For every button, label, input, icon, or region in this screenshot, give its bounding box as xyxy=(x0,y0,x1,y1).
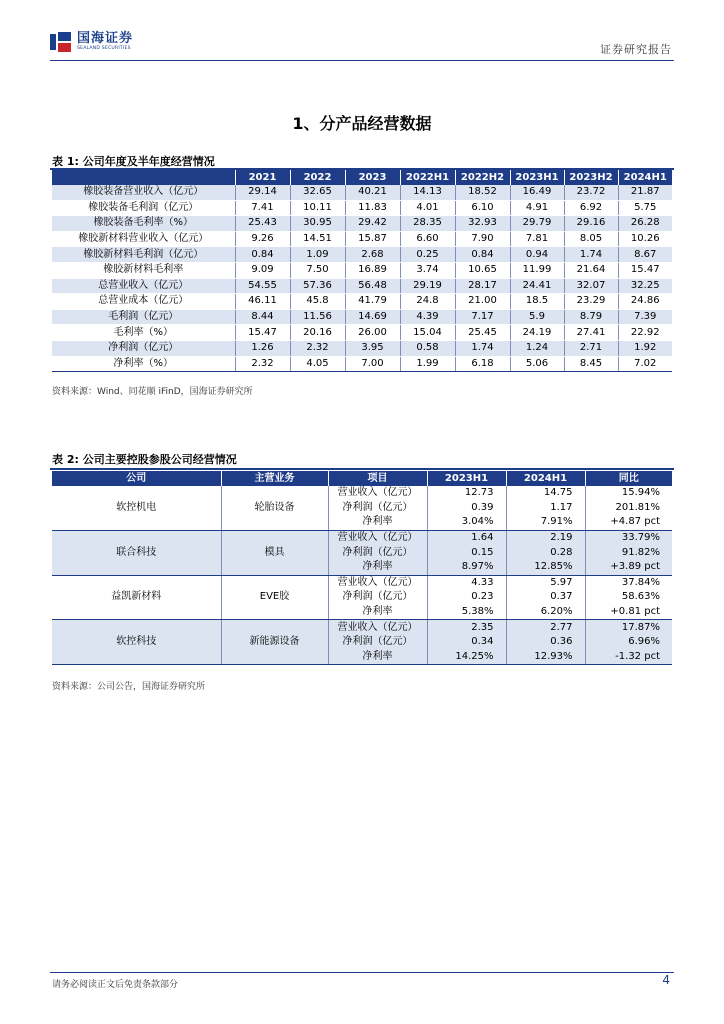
logo-mark-icon xyxy=(50,32,72,52)
table-cell: 0.15 xyxy=(427,545,506,560)
table-cell: 6.96% xyxy=(585,635,672,650)
table-cell: 25.45 xyxy=(455,325,510,341)
table-cell: 7.02 xyxy=(618,356,672,372)
table-cell: 12.73 xyxy=(427,486,506,501)
table-row xyxy=(52,216,672,232)
table1-header-cell: 2023 xyxy=(345,170,400,185)
table-cell: 6.18 xyxy=(455,356,510,372)
table-cell: 15.94% xyxy=(585,486,672,501)
table-cell: 22.92 xyxy=(618,325,672,341)
table-cell: 0.34 xyxy=(427,635,506,650)
table-cell: 1.64 xyxy=(427,530,506,545)
table-cell: 9.26 xyxy=(235,231,290,247)
table-row xyxy=(52,356,672,372)
logo-name-en: SEALAND SECURITIES xyxy=(77,46,131,52)
table-cell: 5.97 xyxy=(506,575,585,590)
table-cell: 8.45 xyxy=(564,356,618,372)
table-cell: 24.86 xyxy=(618,294,672,310)
table-cell: 0.37 xyxy=(506,590,585,605)
table-row xyxy=(52,309,672,325)
table-cell: 0.23 xyxy=(427,590,506,605)
table-cell: 8.67 xyxy=(618,247,672,263)
row-label: 毛利率（%） xyxy=(52,325,235,341)
item-cell: 净利润（亿元） xyxy=(328,590,427,605)
business-cell: 模具 xyxy=(221,530,328,575)
table-cell: 2.77 xyxy=(506,620,585,635)
table-cell: 1.26 xyxy=(235,340,290,356)
table-cell: 32.65 xyxy=(290,185,345,200)
table-row xyxy=(52,200,672,216)
table-cell: 10.11 xyxy=(290,200,345,216)
table-cell: 0.84 xyxy=(455,247,510,263)
table2-source: 资料来源：公司公告，国海证券研究所 xyxy=(52,682,206,692)
table-cell: 16.49 xyxy=(510,185,564,200)
table-cell: 2.68 xyxy=(345,247,400,263)
table-cell: 8.05 xyxy=(564,231,618,247)
table-cell: 0.58 xyxy=(400,340,455,356)
table-cell: 7.81 xyxy=(510,231,564,247)
table1-header-cell: 2022H2 xyxy=(455,170,510,185)
table-cell: 5.9 xyxy=(510,309,564,325)
table2-caption: 表 2: 公司主要控股参股公司经营情况 xyxy=(52,453,237,466)
table-cell: 15.47 xyxy=(235,325,290,341)
logo-name-cn: 国海证券 xyxy=(77,31,134,47)
business-cell: 新能源设备 xyxy=(221,620,328,665)
table1-header-cell: 2021 xyxy=(235,170,290,185)
item-cell: 净利润（亿元） xyxy=(328,501,427,516)
table2-header-row xyxy=(52,471,672,486)
item-cell: 净利率 xyxy=(328,560,427,575)
table-cell: 4.33 xyxy=(427,575,506,590)
table-cell: 7.39 xyxy=(618,309,672,325)
table1-source: 资料来源：Wind、同花顺 iFinD，国海证券研究所 xyxy=(52,387,253,397)
table-cell: 23.72 xyxy=(564,185,618,200)
table-cell: 24.8 xyxy=(400,294,455,310)
table-cell: 7.90 xyxy=(455,231,510,247)
table-cell: 11.83 xyxy=(345,200,400,216)
table-cell: 15.47 xyxy=(618,262,672,278)
table-cell: 14.69 xyxy=(345,309,400,325)
company-cell: 联合科技 xyxy=(52,530,221,575)
section-title: 1、分产品经营数据 xyxy=(292,114,432,133)
table-row xyxy=(52,262,672,278)
item-cell: 营业收入（亿元） xyxy=(328,530,427,545)
row-label: 橡胶新材料毛利润（亿元） xyxy=(52,247,235,263)
table1-header-cell: 2023H2 xyxy=(564,170,618,185)
footer-disclaimer: 请务必阅读正文后免责条款部分 xyxy=(52,980,179,990)
table-cell: 2.32 xyxy=(290,340,345,356)
table-cell: 24.41 xyxy=(510,278,564,294)
table-cell: 58.63% xyxy=(585,590,672,605)
page-number: 4 xyxy=(662,973,670,987)
table-cell: 0.36 xyxy=(506,635,585,650)
row-label: 净利率（%） xyxy=(52,356,235,372)
table2-top-rule xyxy=(50,468,674,470)
table-cell: 11.56 xyxy=(290,309,345,325)
table-cell: 0.94 xyxy=(510,247,564,263)
table-cell: 4.01 xyxy=(400,200,455,216)
table-cell: 29.79 xyxy=(510,216,564,232)
table1-header-cell xyxy=(52,170,235,185)
table-cell: 9.09 xyxy=(235,262,290,278)
table-cell: 28.35 xyxy=(400,216,455,232)
footer-divider xyxy=(50,972,674,973)
table-cell: 201.81% xyxy=(585,501,672,516)
item-cell: 营业收入（亿元） xyxy=(328,620,427,635)
table-cell: 5.38% xyxy=(427,605,506,620)
table-cell: 11.99 xyxy=(510,262,564,278)
table-row xyxy=(52,278,672,294)
table1 xyxy=(52,170,672,372)
table-cell: 29.14 xyxy=(235,185,290,200)
table-row xyxy=(52,325,672,341)
row-label: 橡胶新材料毛利率 xyxy=(52,262,235,278)
row-label: 净利润（亿元） xyxy=(52,340,235,356)
table-cell: 12.93% xyxy=(506,650,585,665)
table-cell: 24.19 xyxy=(510,325,564,341)
table-cell: 21.00 xyxy=(455,294,510,310)
item-cell: 净利率 xyxy=(328,515,427,530)
table-cell: 5.06 xyxy=(510,356,564,372)
table-cell: 21.64 xyxy=(564,262,618,278)
table-row xyxy=(52,620,672,635)
table-cell: 18.5 xyxy=(510,294,564,310)
table-cell: 20.16 xyxy=(290,325,345,341)
table-cell: 6.92 xyxy=(564,200,618,216)
table-cell: 45.8 xyxy=(290,294,345,310)
table-cell: 1.92 xyxy=(618,340,672,356)
table-cell: 5.75 xyxy=(618,200,672,216)
table-cell: 37.84% xyxy=(585,575,672,590)
table-cell: 1.74 xyxy=(564,247,618,263)
table2 xyxy=(52,471,672,665)
company-cell: 软控科技 xyxy=(52,620,221,665)
table-cell: +0.81 pct xyxy=(585,605,672,620)
table-cell: 7.17 xyxy=(455,309,510,325)
table-row xyxy=(52,231,672,247)
table-row xyxy=(52,486,672,501)
table-cell: 18.52 xyxy=(455,185,510,200)
table-cell: 3.04% xyxy=(427,515,506,530)
table-cell: 1.17 xyxy=(506,501,585,516)
row-label: 总营业成本（亿元） xyxy=(52,294,235,310)
item-cell: 营业收入（亿元） xyxy=(328,575,427,590)
table-cell: 7.41 xyxy=(235,200,290,216)
header-divider xyxy=(50,60,674,61)
table-cell: 30.95 xyxy=(290,216,345,232)
table1-header-row xyxy=(52,170,672,185)
table-cell: 6.20% xyxy=(506,605,585,620)
table-cell: 32.93 xyxy=(455,216,510,232)
item-cell: 营业收入（亿元） xyxy=(328,486,427,501)
table-cell: 7.91% xyxy=(506,515,585,530)
business-cell: 轮胎设备 xyxy=(221,486,328,530)
item-cell: 净利率 xyxy=(328,605,427,620)
table-cell: 29.16 xyxy=(564,216,618,232)
table-cell: 8.44 xyxy=(235,309,290,325)
table-cell: 4.91 xyxy=(510,200,564,216)
table-cell: 4.05 xyxy=(290,356,345,372)
table-cell: 12.85% xyxy=(506,560,585,575)
row-label: 橡胶装备毛利润（亿元） xyxy=(52,200,235,216)
table2-header-cell: 2024H1 xyxy=(506,471,585,486)
table-cell: 7.00 xyxy=(345,356,400,372)
table-cell: 2.71 xyxy=(564,340,618,356)
table2-header-cell: 主营业务 xyxy=(221,471,328,486)
item-cell: 净利润（亿元） xyxy=(328,635,427,650)
table-cell: 0.84 xyxy=(235,247,290,263)
table-cell: 16.89 xyxy=(345,262,400,278)
table-cell: 91.82% xyxy=(585,545,672,560)
table-cell: 25.43 xyxy=(235,216,290,232)
table-row xyxy=(52,294,672,310)
table-cell: 15.04 xyxy=(400,325,455,341)
table-row xyxy=(52,530,672,545)
table-cell: 29.19 xyxy=(400,278,455,294)
table-row xyxy=(52,575,672,590)
table-cell: 21.87 xyxy=(618,185,672,200)
business-cell: EVE胶 xyxy=(221,575,328,620)
report-type: 证券研究报告 xyxy=(600,43,672,56)
table2-header-cell: 公司 xyxy=(52,471,221,486)
table-cell: 3.95 xyxy=(345,340,400,356)
table-cell: 27.41 xyxy=(564,325,618,341)
table-cell: 26.28 xyxy=(618,216,672,232)
table2-header-cell: 项目 xyxy=(328,471,427,486)
table-cell: +4.87 pct xyxy=(585,515,672,530)
table-cell: 14.13 xyxy=(400,185,455,200)
row-label: 毛利润（亿元） xyxy=(52,309,235,325)
table-cell: 23.29 xyxy=(564,294,618,310)
table-cell: 15.87 xyxy=(345,231,400,247)
table-cell: 1.09 xyxy=(290,247,345,263)
row-label: 总营业收入（亿元） xyxy=(52,278,235,294)
table-cell: 29.42 xyxy=(345,216,400,232)
table-cell: 32.25 xyxy=(618,278,672,294)
table1-header-cell: 2024H1 xyxy=(618,170,672,185)
table-cell: 33.79% xyxy=(585,530,672,545)
table-cell: 3.74 xyxy=(400,262,455,278)
table-cell: 8.97% xyxy=(427,560,506,575)
table-cell: 28.17 xyxy=(455,278,510,294)
table-cell: 41.79 xyxy=(345,294,400,310)
table-cell: 0.39 xyxy=(427,501,506,516)
row-label: 橡胶新材料营业收入（亿元） xyxy=(52,231,235,247)
table-cell: 10.65 xyxy=(455,262,510,278)
table-cell: 8.79 xyxy=(564,309,618,325)
company-cell: 软控机电 xyxy=(52,486,221,530)
item-cell: 净利润（亿元） xyxy=(328,545,427,560)
table-row xyxy=(52,247,672,263)
table-cell: 2.19 xyxy=(506,530,585,545)
table-cell: 56.48 xyxy=(345,278,400,294)
table-cell: 4.39 xyxy=(400,309,455,325)
row-label: 橡胶装备毛利率（%） xyxy=(52,216,235,232)
table-cell: 14.75 xyxy=(506,486,585,501)
table-cell: 1.74 xyxy=(455,340,510,356)
table-cell: 6.60 xyxy=(400,231,455,247)
row-label: 橡胶装备营业收入（亿元） xyxy=(52,185,235,200)
table-cell: 7.50 xyxy=(290,262,345,278)
table1-caption: 表 1: 公司年度及半年度经营情况 xyxy=(52,155,215,168)
table-cell: 1.24 xyxy=(510,340,564,356)
table-cell: 26.00 xyxy=(345,325,400,341)
company-logo xyxy=(50,30,133,54)
table2-header-cell: 2023H1 xyxy=(427,471,506,486)
table-row xyxy=(52,185,672,200)
table-cell: -1.32 pct xyxy=(585,650,672,665)
table-cell: 0.25 xyxy=(400,247,455,263)
company-cell: 益凯新材料 xyxy=(52,575,221,620)
table-cell: 14.25% xyxy=(427,650,506,665)
table-cell: 54.55 xyxy=(235,278,290,294)
table-cell: 6.10 xyxy=(455,200,510,216)
table-row xyxy=(52,340,672,356)
table1-header-cell: 2022H1 xyxy=(400,170,455,185)
table-cell: 17.87% xyxy=(585,620,672,635)
table-cell: 2.35 xyxy=(427,620,506,635)
table-cell: 46.11 xyxy=(235,294,290,310)
table-cell: 40.21 xyxy=(345,185,400,200)
item-cell: 净利率 xyxy=(328,650,427,665)
table-cell: 10.26 xyxy=(618,231,672,247)
table-cell: 0.28 xyxy=(506,545,585,560)
table-cell: +3.89 pct xyxy=(585,560,672,575)
table1-header-cell: 2023H1 xyxy=(510,170,564,185)
table1-header-cell: 2022 xyxy=(290,170,345,185)
table-cell: 2.32 xyxy=(235,356,290,372)
table-cell: 1.99 xyxy=(400,356,455,372)
table-cell: 32.07 xyxy=(564,278,618,294)
table-cell: 57.36 xyxy=(290,278,345,294)
table2-header-cell: 同比 xyxy=(585,471,672,486)
table-cell: 14.51 xyxy=(290,231,345,247)
